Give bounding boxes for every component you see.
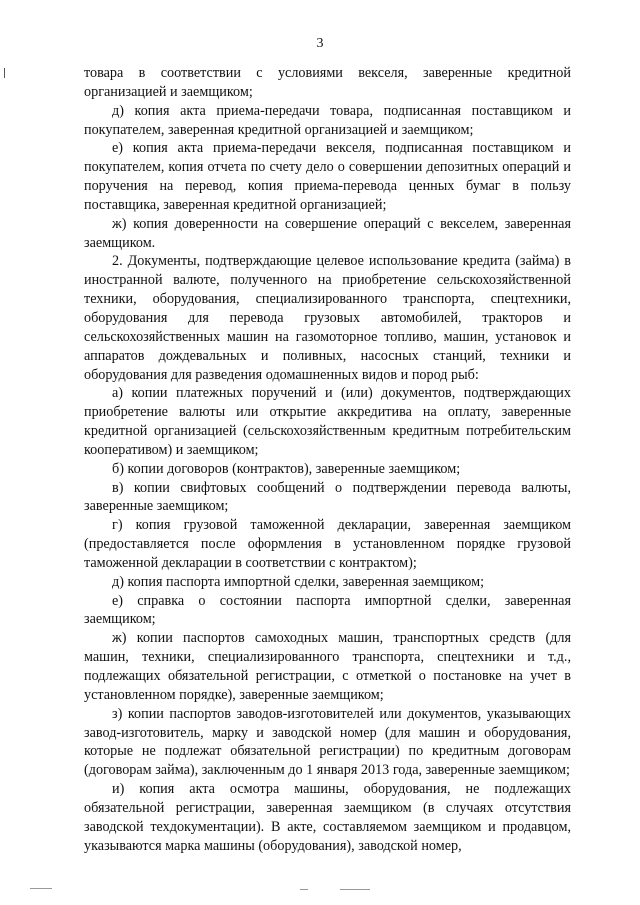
paragraph: а) копии платежных поручений и (или) документов, подтверждающих приобретение валюты или открытие аккредитива на оплату, заверенные кредитной организацией (сельскохозяйственным кредитным потребительским кооперативом) и заемщиком;	[84, 385, 571, 458]
document-body	[84, 64, 571, 855]
paragraph: д) копия акта приема-передачи товара, подписанная поставщиком и покупателем, заверенная кредитной организацией и заемщиком;	[84, 102, 571, 138]
page-number: 3	[316, 36, 324, 51]
paragraph: е) справка о состоянии паспорта импортной сделки, заверенная заемщиком;	[84, 592, 571, 628]
paragraph: г) копия грузовой таможенной декларации, заверенная заемщиком (предоставляется после оформления в установленном порядке грузовой таможенной декларации в соответствии с контрактом);	[84, 517, 571, 571]
paragraph: д) копия паспорта импортной сделки, заверенная заемщиком;	[112, 573, 485, 590]
paragraph: е) копия акта приема-передачи векселя, подписанная поставщиком и покупателем, копия отчета по счету дело о совершении депозитных операций и поручения на перевод, копия приема-перевода ценных бумаг в пользу поставщика, заверенная кредитной организацией;	[84, 140, 571, 213]
paragraph: 2. Документы, подтверждающие целевое использование кредита (займа) в иностранной валюте, полученного на приобретение сельскохозяйственной техники, оборудования, специализированного транспорта, спецтехники, оборудования для перевода грузовых автомобилей, тракторов и сельскохозяйственных машин на газомоторное топливо, машин, установок и аппаратов дождевальных и поливных, насосных станций, техники и оборудования для разведения одомашненных видов и пород рыб:	[84, 253, 571, 383]
paragraph: б) копии договоров (контрактов), заверенные заемщиком;	[112, 460, 461, 477]
paragraph: ж) копия доверенности на совершение операций с векселем, заверенная заемщиком.	[84, 215, 571, 251]
scan-artifact	[300, 889, 308, 890]
scan-artifact	[4, 68, 5, 78]
paragraph: з) копии паспортов заводов-изготовителей или документов, указывающих завод-изготовитель, марку и заводской номер (для машин и оборудования, которые не подлежат обязательной регистрации) по кредитным договорам (договорам займа), заключенным до 1 января 2013 года, заверенные заемщиком;	[84, 705, 571, 779]
paragraph: ж) копии паспортов самоходных машин, транспортных средств (для машин, техники, специализированного транспорта, спецтехники и т.д., подлежащих обязательной регистрации, с отметкой о постановке на учет в установленном порядке), заверенные заемщиком;	[84, 630, 571, 703]
scan-artifact	[30, 888, 52, 889]
paragraph: товара в соответствии с условиями векселя, заверенные кредитной организацией и заемщиком;	[84, 65, 571, 100]
paragraph: и) копия акта осмотра машины, оборудования, не подлежащих обязательной регистрации, заверенная заемщиком (в случаях отсутствия заводской техдокументации). В акте, составляемом заемщиком и продавцом, указываются марка машины (оборудования), заводской номер,	[84, 781, 571, 854]
paragraph: в) копии свифтовых сообщений о подтверждении перевода валюты, заверенные заемщиком;	[84, 479, 571, 515]
scan-artifact	[340, 889, 370, 890]
